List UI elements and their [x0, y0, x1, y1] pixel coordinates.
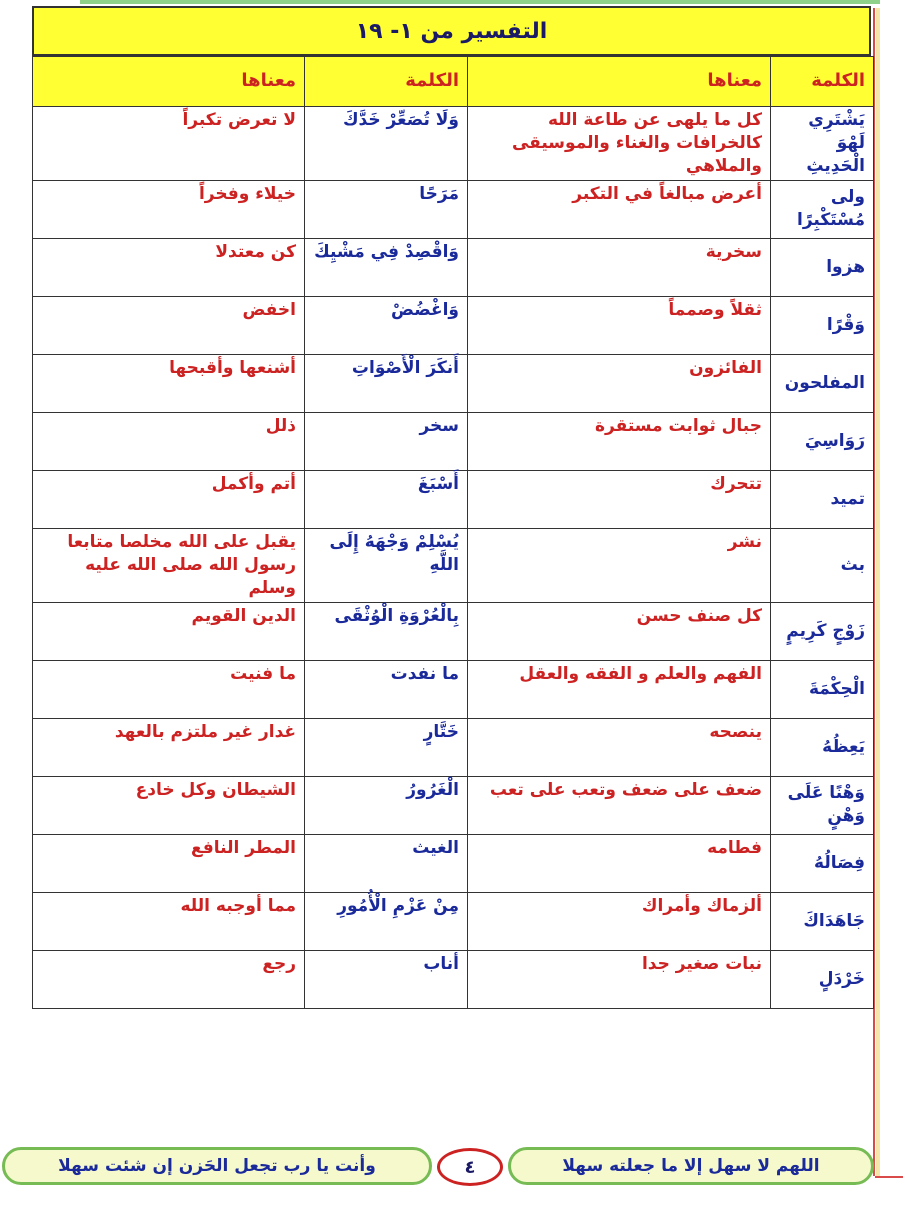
page-title: التفسير من ١- ١٩	[355, 18, 548, 44]
word-cell: زَوْجٍ كَرِيمٍ	[771, 602, 874, 660]
meaning-cell-2: لا تعرض تكبراً	[33, 107, 305, 181]
meaning-cell: أعرض مبالغاً في التكبر	[468, 180, 771, 238]
word-cell: يَشْتَرِي لَهْوَ الْحَدِيثِ	[771, 107, 874, 181]
header-meaning-2: معناها	[33, 57, 305, 107]
meaning-cell-2: المطر النافع	[33, 834, 305, 892]
top-border-line	[80, 0, 880, 4]
word-cell: يَعِظُهُ	[771, 718, 874, 776]
word-cell-2: الْغَرُورُ	[305, 776, 468, 834]
word-cell-2: سخر	[305, 412, 468, 470]
table-row	[33, 107, 874, 181]
table-row	[33, 602, 874, 660]
word-cell: فِصَالُهُ	[771, 834, 874, 892]
bottom-border-line	[875, 1176, 903, 1178]
word-cell: خَرْدَلٍ	[771, 950, 874, 1008]
meaning-cell: تتحرك	[468, 470, 771, 528]
page-number-oval	[437, 1148, 503, 1186]
meaning-cell-2: ما فنيت	[33, 660, 305, 718]
word-cell: الْحِكْمَةَ	[771, 660, 874, 718]
meaning-cell-2: أشنعها وأقبحها	[33, 354, 305, 412]
word-cell-2: بِالْعُرْوَةِ الْوُثْقَى	[305, 602, 468, 660]
page-number: ٤	[464, 1156, 476, 1178]
right-border-bar	[876, 8, 880, 1176]
word-cell-2: ما نفدت	[305, 660, 468, 718]
footer-right-text: اللهم لا سهل إلا ما جعلته سهلا	[562, 1156, 820, 1176]
glossary-table	[32, 56, 874, 1009]
header-word-2: الكلمة	[305, 57, 468, 107]
table-row	[33, 296, 874, 354]
word-cell: بث	[771, 528, 874, 602]
word-cell-2: وَاغْضُضْ	[305, 296, 468, 354]
table-row	[33, 776, 874, 834]
meaning-cell: ألزماك وأمراك	[468, 892, 771, 950]
word-cell-2: يُسْلِمْ وَجْهَهُ إِلَى اللَّهِ	[305, 528, 468, 602]
word-cell-2: وَلَا تُصَعِّرْ خَدَّكَ	[305, 107, 468, 181]
meaning-cell: ثقلاً وصمماً	[468, 296, 771, 354]
meaning-cell: سخرية	[468, 238, 771, 296]
word-cell: هزوا	[771, 238, 874, 296]
footer-left-banner	[2, 1147, 432, 1185]
word-cell: جَاهَدَاكَ	[771, 892, 874, 950]
meaning-cell-2: اخفض	[33, 296, 305, 354]
footer-right-banner	[508, 1147, 874, 1185]
word-cell-2: مَرَحًا	[305, 180, 468, 238]
table-row	[33, 470, 874, 528]
word-cell: رَوَاسِيَ	[771, 412, 874, 470]
meaning-cell: كل صنف حسن	[468, 602, 771, 660]
meaning-cell-2: رجع	[33, 950, 305, 1008]
word-cell: المفلحون	[771, 354, 874, 412]
meaning-cell: نبات صغير جدا	[468, 950, 771, 1008]
word-cell-2: أَنكَرَ الْأَصْوَاتِ	[305, 354, 468, 412]
meaning-cell: الفهم والعلم و الفقه والعقل	[468, 660, 771, 718]
word-cell-2: خَتَّارٍ	[305, 718, 468, 776]
word-cell: وَهْنًا عَلَى وَهْنٍ	[771, 776, 874, 834]
word-cell: ولى مُسْتَكْبِرًا	[771, 180, 874, 238]
table-row	[33, 660, 874, 718]
meaning-cell: ضعف على ضعف وتعب على تعب	[468, 776, 771, 834]
meaning-cell-2: كن معتدلا	[33, 238, 305, 296]
meaning-cell-2: الشيطان وكل خادع	[33, 776, 305, 834]
footer-left-text: وأنت يا رب تجعل الحَزن إن شئت سهلا	[58, 1156, 376, 1176]
meaning-cell: كل ما يلهى عن طاعة الله كالخرافات والغناء والموسيقى والملاهي	[468, 107, 771, 181]
meaning-cell-2: خيلاء وفخراً	[33, 180, 305, 238]
meaning-cell-2: ذلل	[33, 412, 305, 470]
meaning-cell-2: مما أوجبه الله	[33, 892, 305, 950]
table-row	[33, 718, 874, 776]
header-row	[33, 57, 874, 107]
title-bar	[32, 6, 871, 56]
meaning-cell: الفائزون	[468, 354, 771, 412]
header-word: الكلمة	[771, 57, 874, 107]
meaning-cell: فطامه	[468, 834, 771, 892]
table-row	[33, 180, 874, 238]
header-meaning: معناها	[468, 57, 771, 107]
table-row	[33, 412, 874, 470]
meaning-cell-2: يقبل على الله مخلصا متابعا رسول الله صلى الله عليه وسلم	[33, 528, 305, 602]
word-cell-2: أَسْبَغَ	[305, 470, 468, 528]
word-cell-2: وَاقْصِدْ فِي مَشْيِكَ	[305, 238, 468, 296]
table-row	[33, 238, 874, 296]
table-row	[33, 950, 874, 1008]
meaning-cell-2: الدين القويم	[33, 602, 305, 660]
word-cell: وَقْرًا	[771, 296, 874, 354]
table-row	[33, 834, 874, 892]
word-cell-2: الغيث	[305, 834, 468, 892]
meaning-cell-2: غدار غير ملتزم بالعهد	[33, 718, 305, 776]
word-cell-2: مِنْ عَزْمِ الْأُمُورِ	[305, 892, 468, 950]
table-row	[33, 354, 874, 412]
meaning-cell: نشر	[468, 528, 771, 602]
meaning-cell: ينصحه	[468, 718, 771, 776]
word-cell-2: أناب	[305, 950, 468, 1008]
table-row	[33, 528, 874, 602]
table-row	[33, 892, 874, 950]
meaning-cell-2: أتم وأكمل	[33, 470, 305, 528]
word-cell: تميد	[771, 470, 874, 528]
meaning-cell: جبال ثوابت مستقرة	[468, 412, 771, 470]
